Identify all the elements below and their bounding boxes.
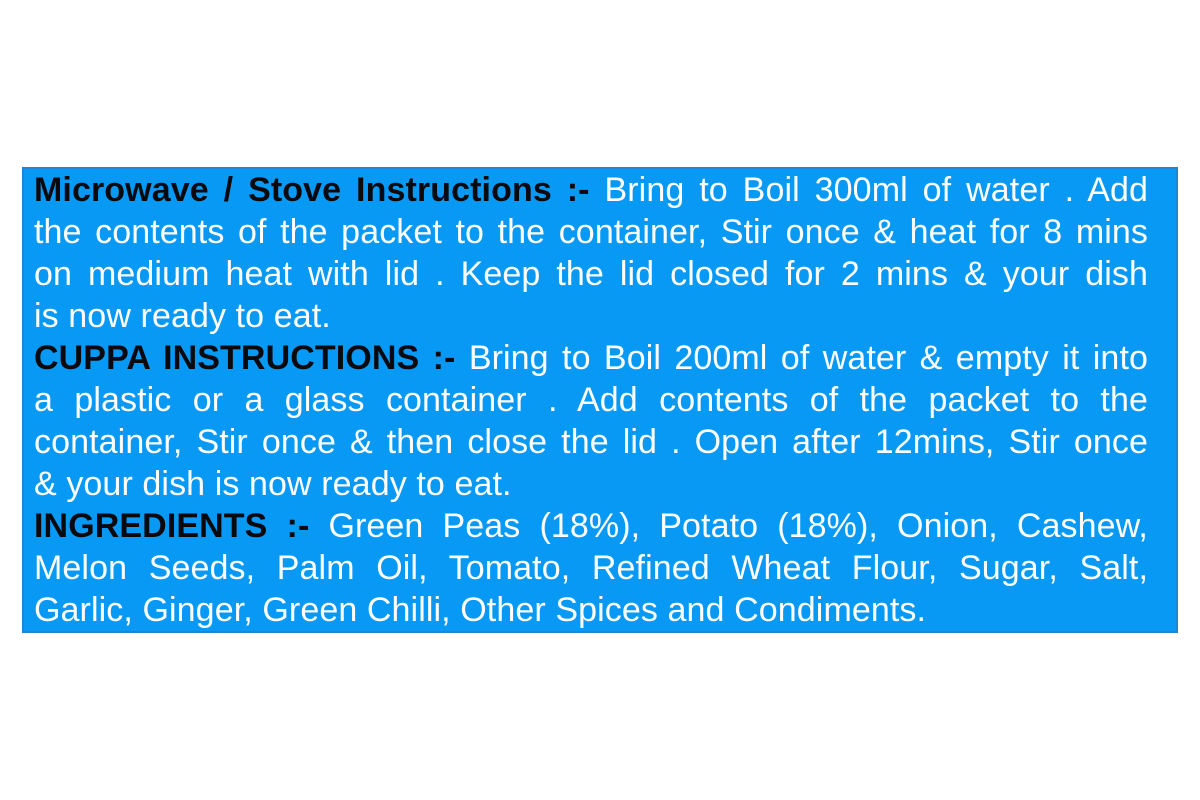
line-text: & your dish is now ready to eat. xyxy=(34,465,512,503)
line-text: a plastic or a glass container . Add contents of the packet to the xyxy=(34,381,1148,419)
instructions-panel xyxy=(22,167,1178,633)
microwave-instructions-line-4 xyxy=(34,295,1148,337)
line-text: container, Stir once & then close the lid . Open after 12mins, Stir once xyxy=(34,423,1148,461)
ingredients-line-3 xyxy=(34,589,1148,631)
line-text: on medium heat with lid . Keep the lid closed for 2 mins & your dish xyxy=(34,255,1148,293)
microwave-instructions-line-2 xyxy=(34,211,1148,253)
microwave-instructions-line-3 xyxy=(34,253,1148,295)
line-text: is now ready to eat. xyxy=(34,297,331,335)
cuppa-instructions-line-2 xyxy=(34,379,1148,421)
ingredients-line-2 xyxy=(34,547,1148,589)
ingredients-heading: INGREDIENTS :- xyxy=(34,507,329,545)
cuppa-instructions-line-3 xyxy=(34,421,1148,463)
line-text: the contents of the packet to the container, Stir once & heat for 8 mins xyxy=(34,213,1148,251)
line-text: Green Peas (18%), Potato (18%), Onion, Cashew, xyxy=(328,507,1148,545)
cuppa-instructions-line-4 xyxy=(34,463,1148,505)
line-text: Melon Seeds, Palm Oil, Tomato, Refined Wheat Flour, Sugar, Salt, xyxy=(34,549,1148,587)
cuppa-instructions-line-1 xyxy=(34,337,1148,379)
line-text: Bring to Boil 300ml of water . Add xyxy=(604,171,1148,209)
ingredients-line-1 xyxy=(34,505,1148,547)
microwave-instructions-line-1 xyxy=(34,169,1148,211)
line-text: Bring to Boil 200ml of water & empty it into xyxy=(468,339,1148,377)
microwave-stove-heading: Microwave / Stove Instructions :- xyxy=(34,171,605,209)
cuppa-instructions-heading: CUPPA INSTRUCTIONS :- xyxy=(34,339,469,377)
line-text: Garlic, Ginger, Green Chilli, Other Spices and Condiments. xyxy=(34,591,927,629)
